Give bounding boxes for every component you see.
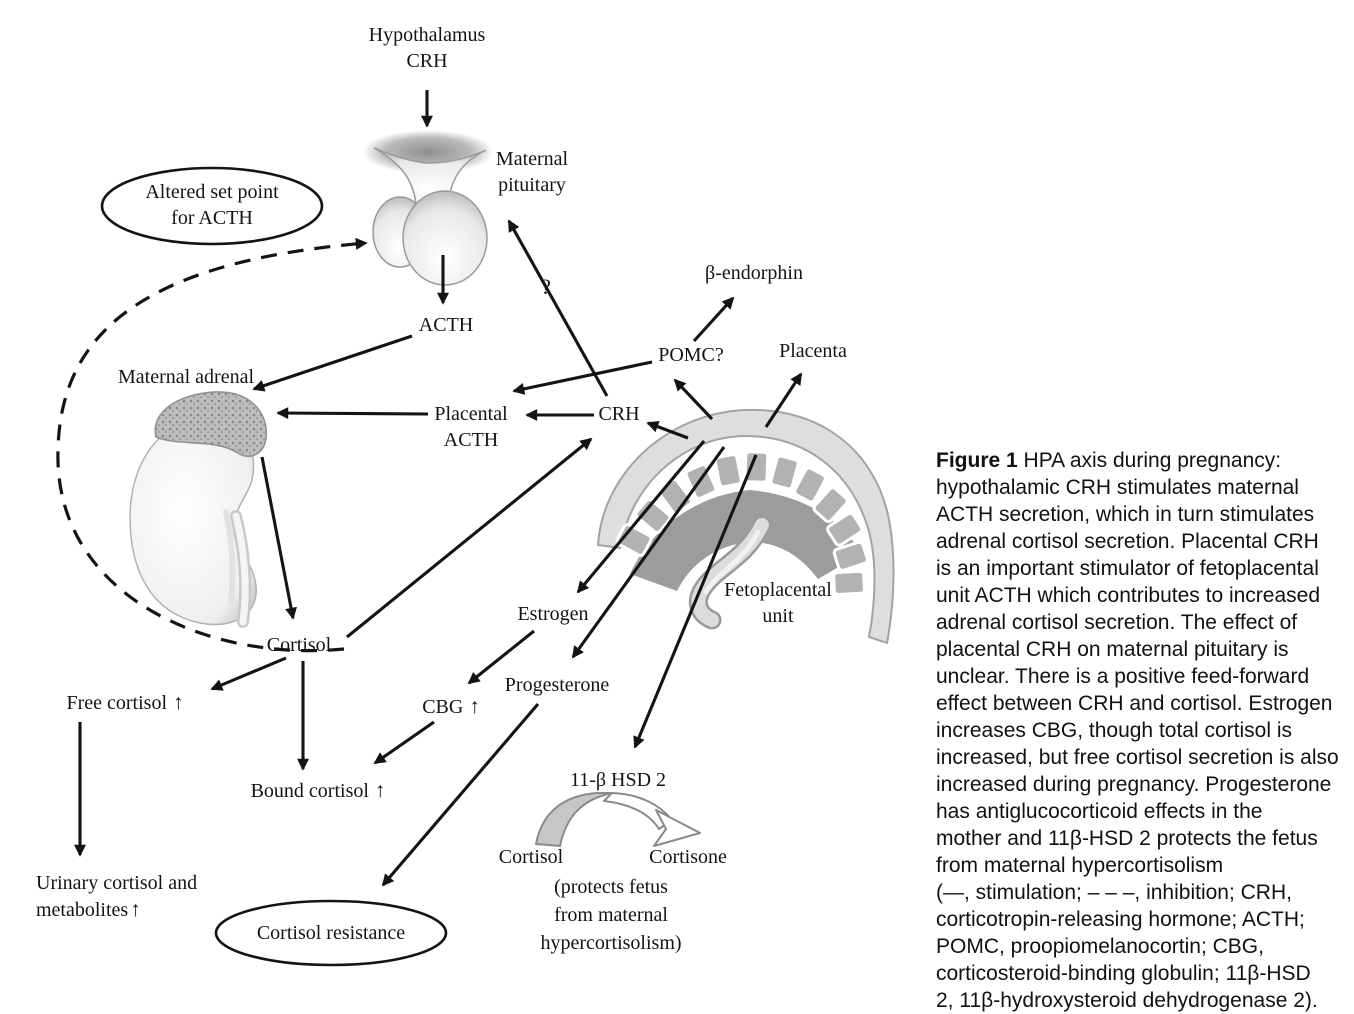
node-urinary-cortisol <box>36 870 197 923</box>
node-altered-set-point-line1: Altered set point <box>145 181 279 203</box>
caption-first-line-text: HPA axis during pregnancy: <box>1017 449 1282 472</box>
figure-caption <box>936 447 1354 1014</box>
kidney-adrenal-illustration <box>130 392 266 625</box>
node-placental-acth-line2: ACTH <box>443 429 499 451</box>
node-progesterone: Progesterone <box>504 674 610 696</box>
caption-line: placental CRH on maternal pituitary is <box>936 638 1289 661</box>
node-cbg-text: CBG <box>422 696 464 718</box>
caption-line: increased, but free cortisol secretion is also <box>936 746 1339 769</box>
node-pomc: POMC? <box>658 344 724 366</box>
node-cortisol: Cortisol <box>266 634 332 656</box>
caption-lines <box>936 474 1354 1014</box>
node-fetoplacental-line2: unit <box>762 605 794 627</box>
increase-arrow-icon: ↑ <box>173 690 184 714</box>
node-free-cortisol <box>66 689 183 716</box>
node-estrogen: Estrogen <box>517 603 589 625</box>
caption-figure-label: Figure 1 <box>936 449 1018 472</box>
node-fetoplacental-unit <box>724 577 832 629</box>
node-maternal-pituitary-line1: Maternal <box>495 148 569 170</box>
hsd2-note-line2: from maternal <box>554 904 668 926</box>
caption-line: unclear. There is a positive feed-forward <box>936 665 1310 688</box>
node-placenta: Placenta <box>779 340 847 362</box>
caption-line: 2, 11β-hydroxysteroid dehydrogenase 2). <box>936 989 1318 1012</box>
hsd2-curved-arrow <box>536 793 700 846</box>
caption-first-line <box>936 447 1354 474</box>
caption-line: corticotropin-releasing hormone; ACTH; <box>936 908 1305 931</box>
node-fetoplacental-line1: Fetoplacental <box>724 579 832 601</box>
caption-line: increased during pregnancy. Progesterone <box>936 773 1332 796</box>
node-hsd2-cortisone: Cortisone <box>649 846 727 868</box>
caption-line: (—, stimulation; – – –, inhibition; CRH, <box>936 881 1292 904</box>
hsd2-note-line3: hypercortisolism) <box>540 932 682 954</box>
node-bound-cortisol <box>251 777 386 804</box>
caption-line: increases CBG, though total cortisol is <box>936 719 1292 742</box>
caption-line: effect between CRH and cortisol. Estrogen <box>936 692 1333 715</box>
caption-line: ACTH secretion, which in turn stimulates <box>936 503 1315 526</box>
pituitary-illustration <box>362 130 494 285</box>
node-free-cortisol-text: Free cortisol <box>66 692 168 714</box>
node-maternal-pituitary-line2: pituitary <box>498 174 566 196</box>
hsd2-note-line1: (protects fetus <box>554 876 668 898</box>
node-crh: CRH <box>598 403 640 425</box>
node-urinary-line1: Urinary cortisol and <box>36 872 198 894</box>
increase-arrow-icon: ↑ <box>469 694 480 718</box>
node-placental-acth-line1: Placental <box>434 403 508 425</box>
node-cortisol-resistance: Cortisol resistance <box>256 922 406 944</box>
caption-line: unit ACTH which contributes to increased <box>936 584 1321 607</box>
caption-line: POMC, proopiomelanocortin; CBG, <box>936 935 1264 958</box>
node-altered-set-point <box>145 179 278 231</box>
node-urinary-line2 <box>36 896 197 923</box>
node-maternal-adrenal: Maternal adrenal <box>117 366 255 388</box>
hsd2-note <box>540 873 681 957</box>
node-placental-acth <box>434 401 507 453</box>
node-urinary-line2-text: metabolites <box>36 899 129 921</box>
node-hypothalamus-line2: CRH <box>406 50 448 72</box>
node-acth: ACTH <box>418 314 474 336</box>
node-bound-cortisol-text: Bound cortisol <box>250 780 369 802</box>
increase-arrow-icon: ↑ <box>130 897 141 921</box>
node-hsd2-cortisol: Cortisol <box>498 846 564 868</box>
node-beta-endorphin: β-endorphin <box>705 262 803 284</box>
caption-line: mother and 11β-HSD 2 protects the fetus <box>936 827 1318 850</box>
caption-line: hypothalamic CRH stimulates maternal <box>936 476 1299 499</box>
node-hypothalamus-line1: Hypothalamus <box>368 24 486 46</box>
node-altered-set-point-line2: for ACTH <box>171 207 253 229</box>
caption-line: adrenal cortisol secretion. Placental CRH <box>936 530 1319 553</box>
caption-line: is an important stimulator of fetoplacental <box>936 557 1319 580</box>
caption-line: corticosteroid-binding globulin; 11β-HSD <box>936 962 1311 985</box>
increase-arrow-icon: ↑ <box>374 778 386 802</box>
unknown-effect-label: ? <box>541 274 551 299</box>
caption-line: from maternal hypercortisolism <box>936 854 1224 877</box>
node-cbg <box>422 693 480 720</box>
caption-line: adrenal cortisol secretion. The effect of <box>936 611 1298 634</box>
caption-line: has antiglucocorticoid effects in the <box>936 800 1263 823</box>
node-maternal-pituitary <box>496 146 568 198</box>
node-hypothalamus <box>369 22 486 74</box>
node-hsd2: 11-β HSD 2 <box>569 769 667 791</box>
